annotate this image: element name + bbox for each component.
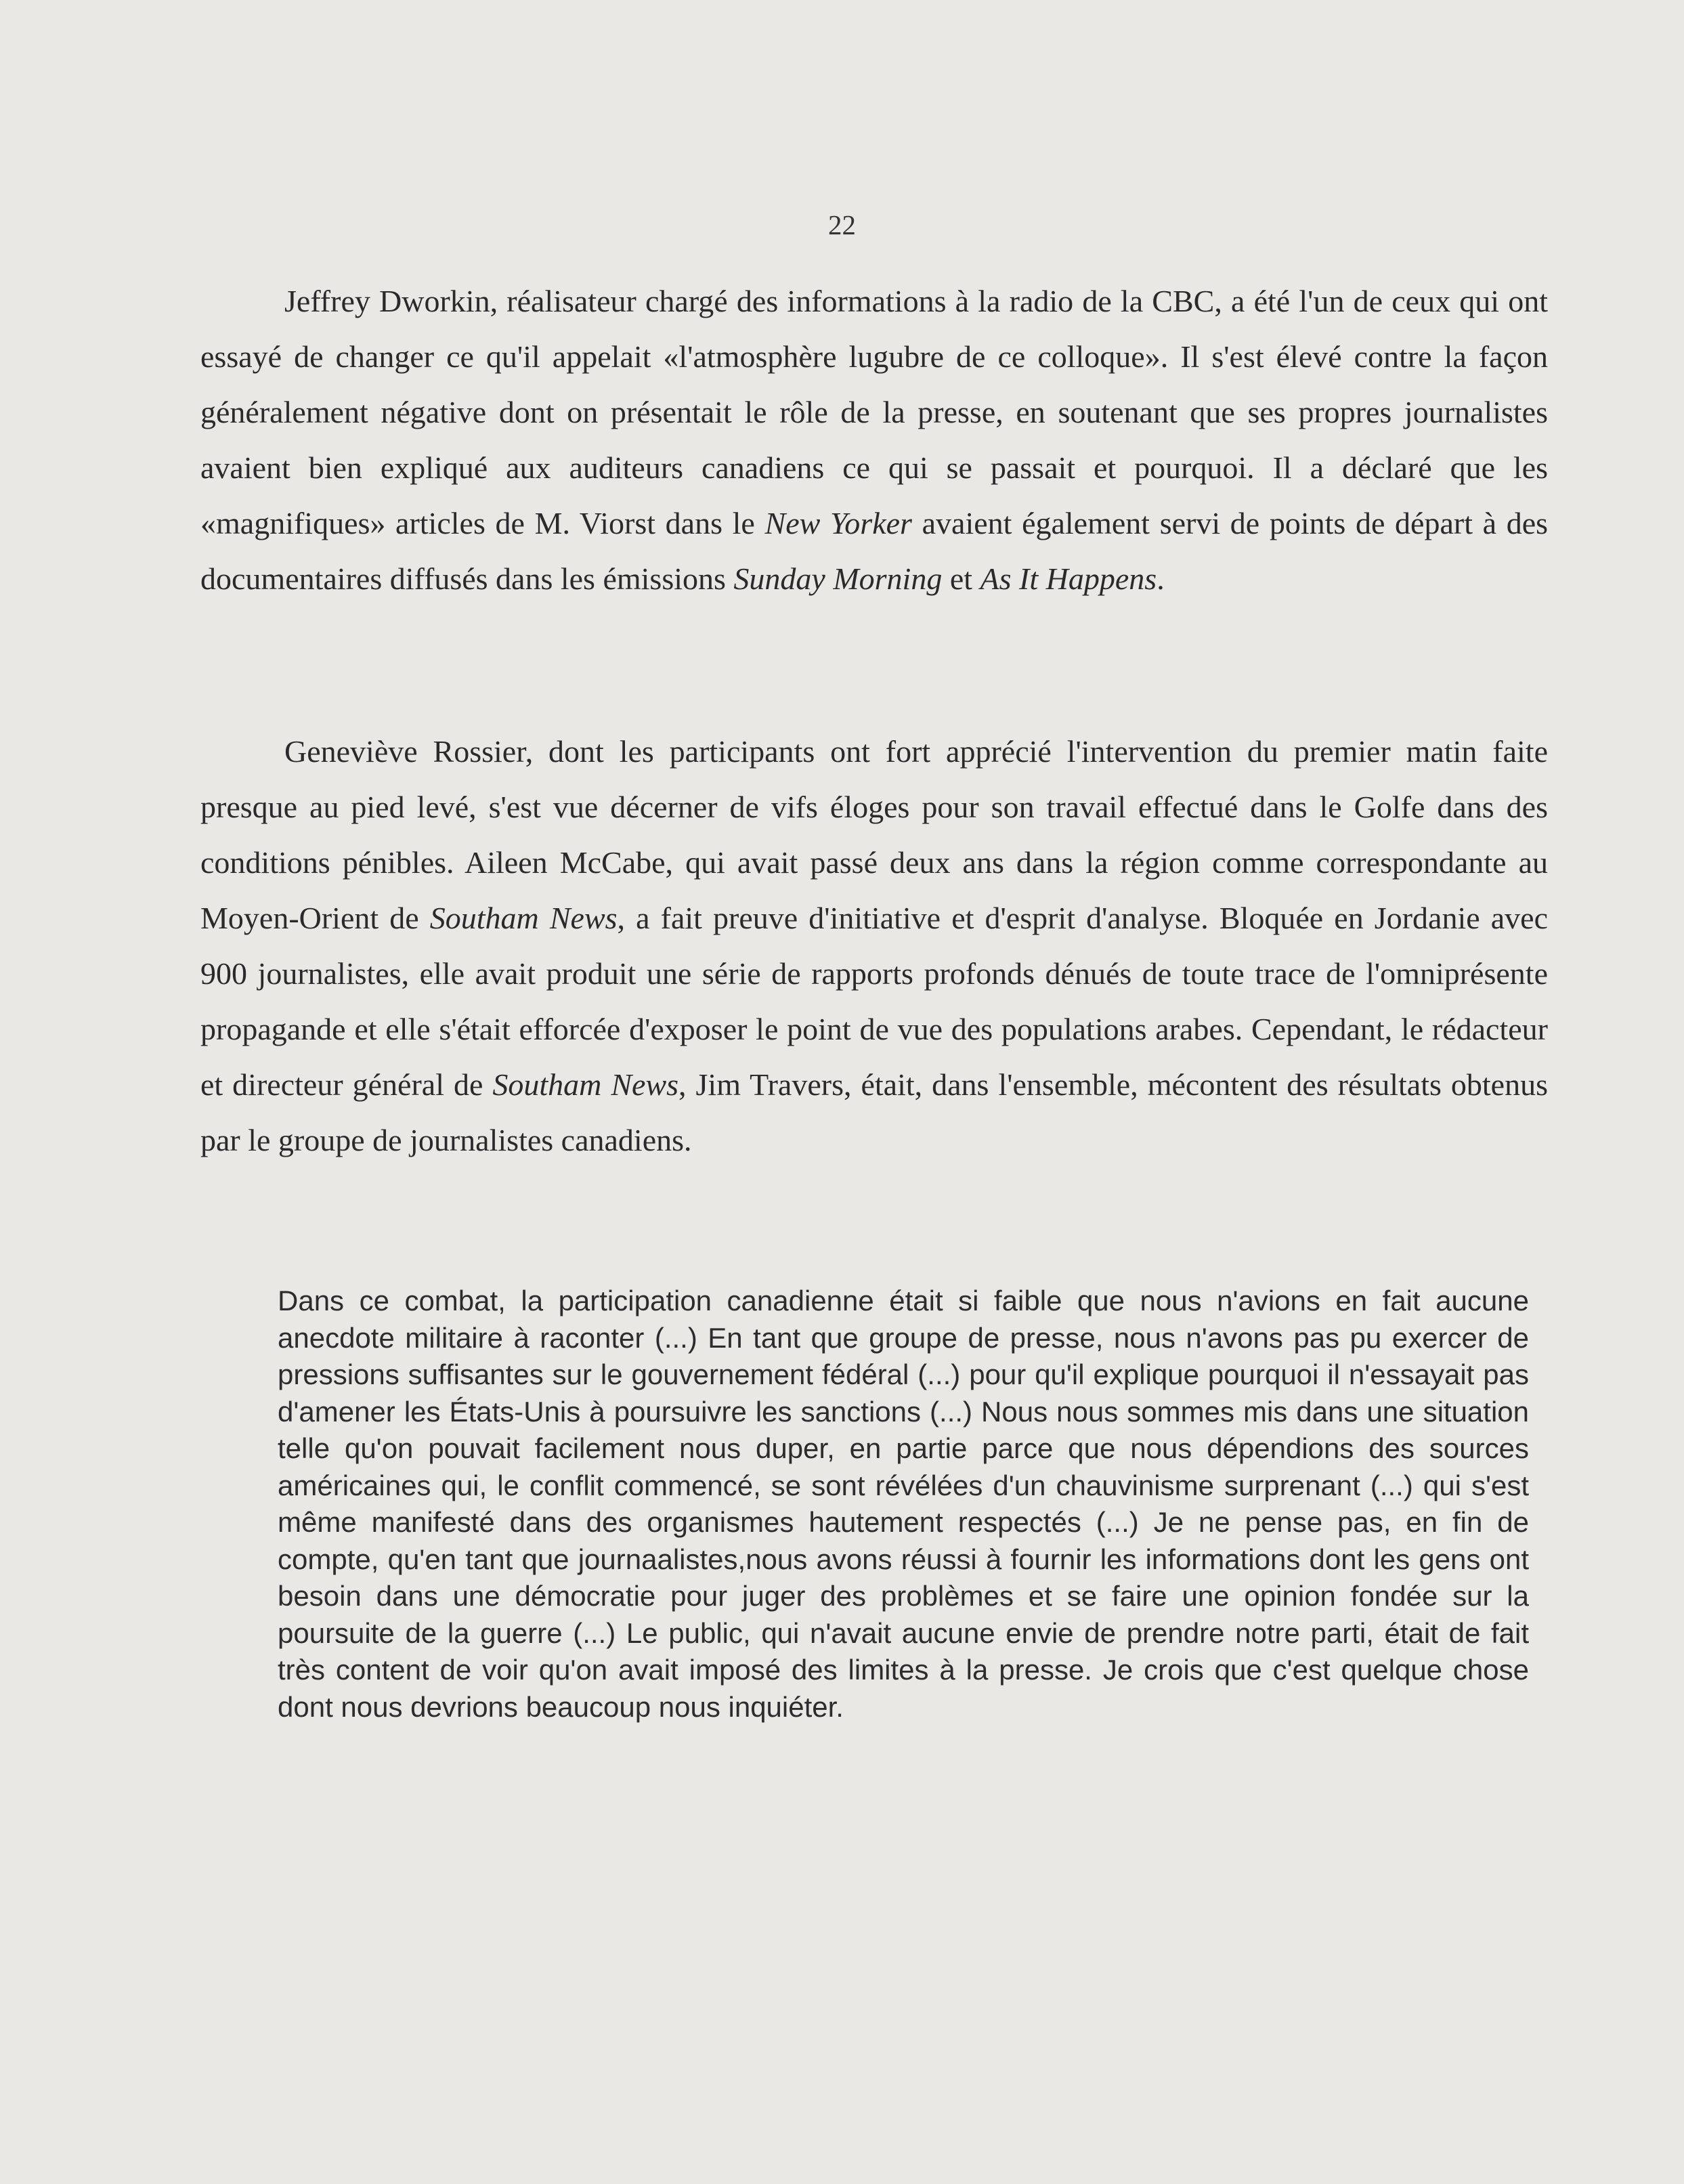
italic-title-as-it-happens: As It Happens (980, 561, 1157, 596)
block-quote-travers: Dans ce combat, la participation canadienne était si faible que nous n'avions en fait aucune anecdote militaire à raconter (...) En tant que groupe de presse, nous n'avons pas pu exercer de pressions suffisantes sur le gouvernement fédéral (...) pour qu'il explique pourquoi il n'essayait pas d'amener les États-Unis à poursuivre les sanctions (...) Nous nous sommes mis dans une situation telle qu'on pouvait facilement nous duper, en partie parce que nous dépendions des sources américaines qui, le conflit commencé, se sont révélées d'un chauvinisme surprenant (...) qui s'est même manifesté dans des organismes hautement respectés (...) Je ne pense pas, en fin de compte, qu'en tant que journaalistes,nous avons réussi à fournir les informations dont les gens ont besoin dans une démocratie pour juger des problèmes et se faire une opinion fondée sur la poursuite de la guerre (...) Le public, qui n'avait aucune envie de prendre notre parti, était de fait très content de voir qu'on avait imposé des limites à la presse. Je crois que c'est quelque chose dont nous devrions beaucoup nous inquiéter. (278, 1285, 1529, 1723)
italic-title-southam-news: Southam News (492, 1067, 679, 1102)
italic-title-new-yorker: New Yorker (764, 506, 912, 540)
page-number: 22 (828, 209, 856, 240)
text-segment: et (942, 561, 980, 596)
paragraph-rossier (200, 724, 1548, 1168)
text-segment: , Jim Travers, était, dans l'ensemble, mécontent des résultats obtenus par le groupe de journalistes canadiens. (200, 1067, 1548, 1157)
text-segment: , a fait preuve d'initiative et d'esprit d'analyse. Bloquée en Jordanie avec 900 journalistes, elle avait produit une série de rapports profonds dénués de toute trace de l'omniprésente propagande et elle s'était efforcée d'exposer le point de vue des populations arabes. Cependant, le rédacteur et directeur général de (200, 901, 1548, 1102)
text-segment: Jeffrey Dworkin, réalisateur chargé des informations à la radio de la CBC, a été l'un de ceux qui ont essayé de changer ce qu'il appelait «l'atmosphère lugubre de ce colloque». Il s'est élevé contre la façon généralement négative dont on présentait le rôle de la presse, en soutenant que ses propres journalistes avaient bien expliqué aux auditeurs canadiens ce qui se passait et pourquoi. Il a déclaré que les «magnifiques» articles de M. Viorst dans le (200, 284, 1548, 540)
paragraph-dworkin (200, 274, 1548, 607)
text-segment: . (1157, 561, 1165, 596)
text-segment: avaient également servi de points de départ à des documentaires diffusés dans les émissions (200, 506, 1549, 596)
italic-title-southam-news: Southam News (429, 901, 618, 935)
italic-title-sunday-morning: Sunday Morning (733, 561, 943, 596)
text-segment: Geneviève Rossier, dont les participants ont fort apprécié l'intervention du premier matin faite presque au pied levé, s'est vue décerner de vifs éloges pour son travail effectué dans le Golfe dans des conditions pénibles. Aileen McCabe, qui avait passé deux ans dans la région comme correspondante au Moyen-Orient de (200, 734, 1548, 935)
